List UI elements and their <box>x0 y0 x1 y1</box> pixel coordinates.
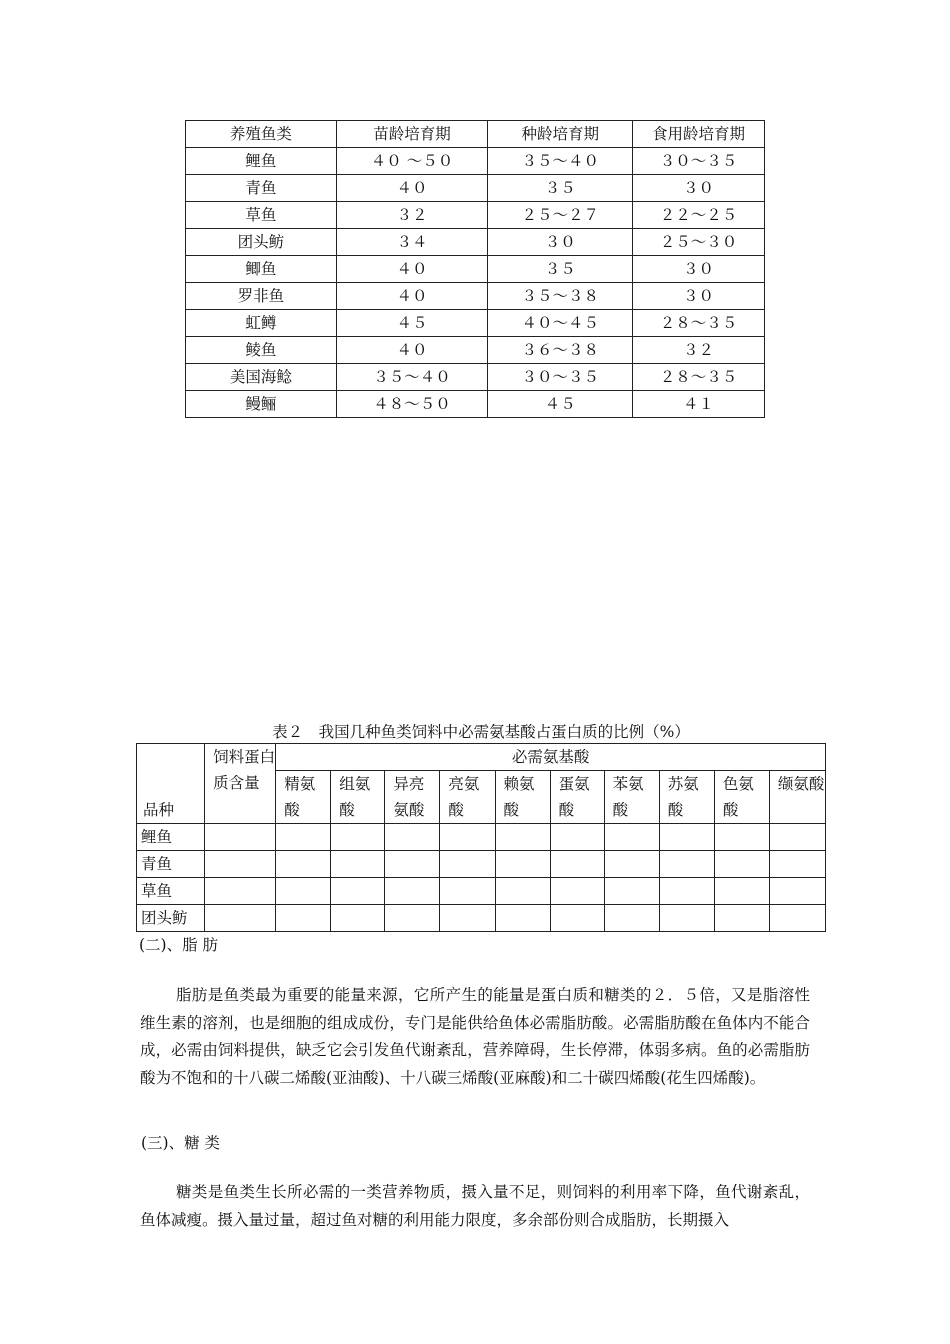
empty-cell <box>659 905 714 932</box>
fish-name-cell: 鲮鱼 <box>186 337 337 364</box>
value-cell: ２５～２７ <box>488 202 633 229</box>
amino-acid-header: 亮氨酸 <box>440 771 495 824</box>
value-cell: ４０ <box>336 337 488 364</box>
section-heading-fat: (二)、脂 肪 <box>139 936 219 954</box>
empty-cell <box>205 878 276 905</box>
variety-header: 品种 <box>137 744 205 824</box>
amino-acid-header: 赖氨酸 <box>495 771 550 824</box>
column-header: 苗龄培育期 <box>336 121 488 148</box>
value-cell: ３５ <box>488 256 633 283</box>
empty-cell <box>714 824 769 851</box>
value-cell: ４５ <box>488 391 633 418</box>
empty-cell <box>205 851 276 878</box>
amino-acid-header: 异亮氨酸 <box>385 771 440 824</box>
variety-cell: 团头鲂 <box>137 905 205 932</box>
value-cell: ３６～３８ <box>488 337 633 364</box>
value-cell: ３４ <box>336 229 488 256</box>
table-row <box>186 337 765 364</box>
fish-name-cell: 鲫鱼 <box>186 256 337 283</box>
empty-cell <box>604 905 659 932</box>
table-header-row <box>186 121 765 148</box>
amino-acid-header: 苯氨酸 <box>604 771 659 824</box>
value-cell: ４０ <box>336 256 488 283</box>
empty-cell <box>714 878 769 905</box>
value-cell: ３５～３８ <box>488 283 633 310</box>
section-heading-sugar: (三)、糖 类 <box>141 1134 221 1152</box>
value-cell: ３０ <box>633 175 765 202</box>
value-cell: ３５～４０ <box>488 148 633 175</box>
value-cell: ４０ ～５０ <box>336 148 488 175</box>
table-row <box>137 851 826 878</box>
table2-caption: 表２ 我国几种鱼类饲料中必需氨基酸占蛋白质的比例（%） <box>272 723 690 741</box>
value-cell: ３２ <box>633 337 765 364</box>
empty-cell <box>440 824 495 851</box>
empty-cell <box>659 878 714 905</box>
value-cell: ４８～５０ <box>336 391 488 418</box>
table-row <box>186 148 765 175</box>
empty-cell <box>276 824 331 851</box>
empty-cell <box>331 851 385 878</box>
fish-name-cell: 团头鲂 <box>186 229 337 256</box>
empty-cell <box>550 905 604 932</box>
column-header: 食用龄培育期 <box>633 121 765 148</box>
empty-cell <box>769 851 825 878</box>
empty-cell <box>714 851 769 878</box>
amino-acid-header: 苏氨酸 <box>659 771 714 824</box>
empty-cell <box>714 905 769 932</box>
value-cell: ３２ <box>336 202 488 229</box>
empty-cell <box>769 905 825 932</box>
empty-cell <box>550 824 604 851</box>
amino-acid-header: 蛋氨酸 <box>550 771 604 824</box>
empty-cell <box>385 878 440 905</box>
empty-cell <box>550 851 604 878</box>
amino-acid-header: 色氨酸 <box>714 771 769 824</box>
empty-cell <box>440 878 495 905</box>
table-row <box>186 229 765 256</box>
table-row <box>137 824 826 851</box>
empty-cell <box>604 851 659 878</box>
table-row <box>137 878 826 905</box>
value-cell: ２５～３０ <box>633 229 765 256</box>
fish-name-cell: 美国海鲶 <box>186 364 337 391</box>
value-cell: ３０ <box>633 283 765 310</box>
empty-cell <box>659 851 714 878</box>
empty-cell <box>495 878 550 905</box>
value-cell: ４０～４５ <box>488 310 633 337</box>
table-row <box>186 202 765 229</box>
value-cell: ３５～４０ <box>336 364 488 391</box>
value-cell: ３０～３５ <box>633 148 765 175</box>
paragraph-fat: 脂肪是鱼类最为重要的能量来源，它所产生的能量是蛋白质和糖类的２．５倍，又是脂溶性维生素的溶剂，也是细胞的组成成份，专门是能供给鱼体必需脂肪酸。必需脂肪酸在鱼体内不能合成，必需由饲料提供，缺乏它会引发鱼代谢紊乱，营养障碍，生长停滞，体弱多病。鱼的必需脂肪酸为不饱和的十八碳二烯酸(亚油酸)、十八碳三烯酸(亚麻酸)和二十碳四烯酸(花生四烯酸)。 <box>140 986 810 1087</box>
variety-cell: 青鱼 <box>137 851 205 878</box>
value-cell: ３０ <box>488 229 633 256</box>
empty-cell <box>385 824 440 851</box>
empty-cell <box>331 878 385 905</box>
column-header: 种龄培育期 <box>488 121 633 148</box>
empty-cell <box>604 824 659 851</box>
empty-cell <box>276 851 331 878</box>
empty-cell <box>440 905 495 932</box>
value-cell: ２２～２５ <box>633 202 765 229</box>
value-cell: ３０ <box>633 256 765 283</box>
fish-name-cell: 虹鳟 <box>186 310 337 337</box>
fish-name-cell: 草鱼 <box>186 202 337 229</box>
empty-cell <box>385 851 440 878</box>
fish-name-cell: 罗非鱼 <box>186 283 337 310</box>
protein-requirement-table <box>185 120 765 418</box>
table-row <box>186 175 765 202</box>
fish-name-cell: 鲤鱼 <box>186 148 337 175</box>
table-row <box>186 391 765 418</box>
empty-cell <box>276 878 331 905</box>
empty-cell <box>205 905 276 932</box>
empty-cell <box>331 824 385 851</box>
table-row <box>186 256 765 283</box>
value-cell: ２８～３５ <box>633 364 765 391</box>
empty-cell <box>205 824 276 851</box>
empty-cell <box>440 851 495 878</box>
empty-cell <box>495 851 550 878</box>
empty-cell <box>769 824 825 851</box>
table-row <box>186 283 765 310</box>
empty-cell <box>276 905 331 932</box>
value-cell: ３５ <box>488 175 633 202</box>
value-cell: ４１ <box>633 391 765 418</box>
variety-cell: 鲤鱼 <box>137 824 205 851</box>
empty-cell <box>495 824 550 851</box>
variety-cell: 草鱼 <box>137 878 205 905</box>
amino-acid-header: 缬氨酸 <box>769 771 825 824</box>
table-row <box>137 905 826 932</box>
table-row <box>186 310 765 337</box>
amino-group-header: 必需氨基酸 <box>276 744 826 771</box>
value-cell: ３０～３５ <box>488 364 633 391</box>
amino-acid-table <box>136 743 826 932</box>
empty-cell <box>604 878 659 905</box>
empty-cell <box>769 878 825 905</box>
column-header: 养殖鱼类 <box>186 121 337 148</box>
protein-header: 饲料蛋白质含量 <box>205 744 276 824</box>
fish-name-cell: 青鱼 <box>186 175 337 202</box>
value-cell: ４０ <box>336 175 488 202</box>
empty-cell <box>659 824 714 851</box>
empty-cell <box>331 905 385 932</box>
value-cell: ４５ <box>336 310 488 337</box>
value-cell: ４０ <box>336 283 488 310</box>
paragraph-sugar: 糖类是鱼类生长所必需的一类营养物质，摄入量不足，则饲料的利用率下降，鱼代谢紊乱，鱼体减瘦。摄入量过量，超过鱼对糖的利用能力限度，多余部份则合成脂肪，长期摄入 <box>140 1183 810 1229</box>
amino-acid-header: 精氨酸 <box>276 771 331 824</box>
empty-cell <box>550 878 604 905</box>
amino-acid-header: 组氨酸 <box>331 771 385 824</box>
value-cell: ２８～３５ <box>633 310 765 337</box>
fish-name-cell: 鳗鲡 <box>186 391 337 418</box>
table-row <box>186 364 765 391</box>
empty-cell <box>495 905 550 932</box>
empty-cell <box>385 905 440 932</box>
